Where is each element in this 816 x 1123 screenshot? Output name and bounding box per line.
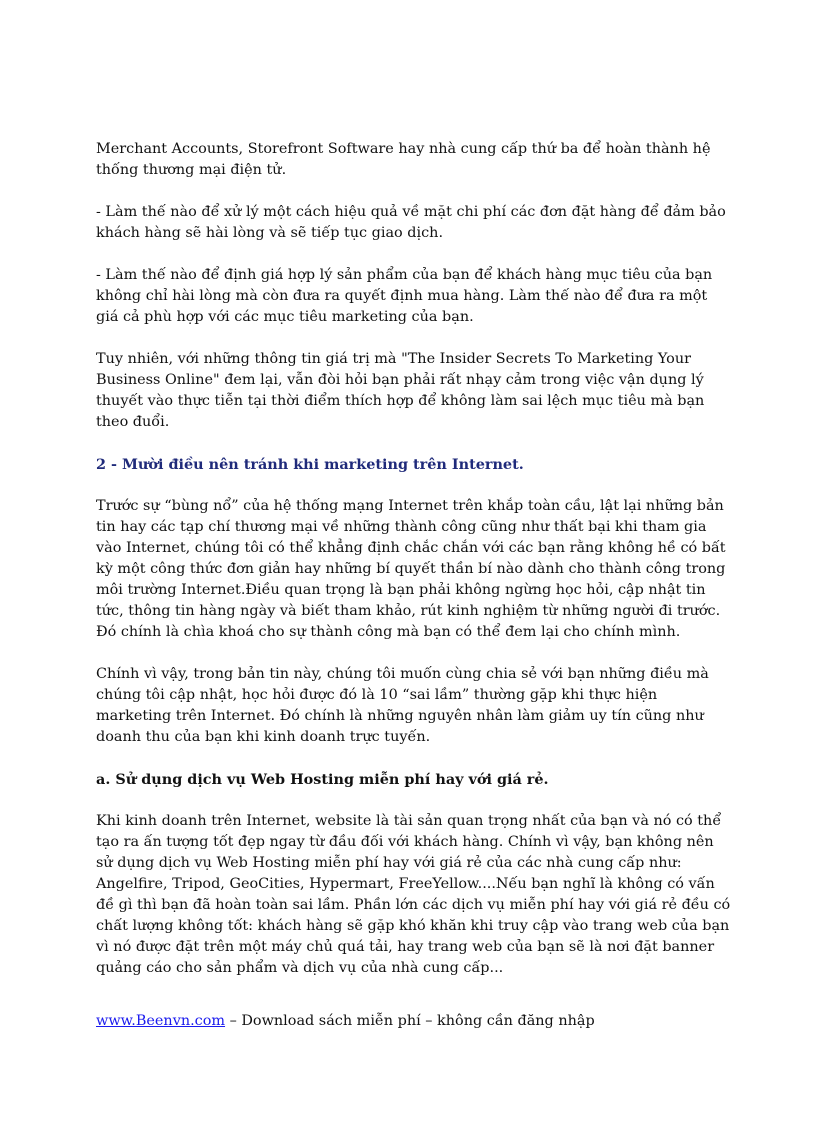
document-body: [96, 139, 732, 1000]
paragraph: Trước sự “bùng nổ” của hệ thống mạng Internet trên khắp toàn cầu, lật lại những bản tin hay các tạp chí thương mại về những thành công cũng như thất bại khi tham gia vào Internet, chúng tôi có thể khẳng định chắc chắn với các bạn rằng không hề có bất kỳ một công thức đơn giản hay những bí quyết thần bí nào dành cho thành công trong môi trường Internet.Điều quan trọng là bạn phải không ngừng học hỏi, cập nhật tin tức, thông tin hàng ngày và biết tham khảo, rút kinh nghiệm từ những người đi trước. Đó chính là chìa khoá cho sự thành công mà bạn có thể đem lại cho chính mình.: [96, 498, 726, 640]
paragraph: - Làm thế nào để xử lý một cách hiệu quả về mặt chi phí các đơn đặt hàng để đảm bảo khách hàng sẽ hài lòng và sẽ tiếp tục giao dịch.: [96, 204, 726, 241]
page-footer: [96, 1011, 732, 1032]
section-heading: 2 - Mười điều nên tránh khi marketing trên Internet.: [96, 456, 524, 473]
paragraph: Tuy nhiên, với những thông tin giá trị mà "The Insider Secrets To Marketing Your Business Online" đem lại, vẫn đòi hỏi bạn phải rất nhạy cảm trong việc vận dụng lý thuyết vào thực tiễn tại thời điểm thích hợp để không làm sai lệch mục tiêu mà bạn theo đuổi.: [96, 351, 705, 430]
paragraph: Khi kinh doanh trên Internet, website là tài sản quan trọng nhất của bạn và nó có thể tạo ra ấn tượng tốt đẹp ngay từ đầu đối với khách hàng. Chính vì vậy, bạn không nên sử dụng dịch vụ Web Hosting miễn phí hay với giá rẻ của các nhà cung cấp như: Angelfire, Tripod, GeoCities, Hypermart, FreeYellow....Nếu bạn nghĩ là không có vấn đề gì thì bạn đã hoàn toàn sai lầm. Phần lớn các dịch vụ miễn phí hay với giá rẻ đều có chất lượng không tốt: khách hàng sẽ gặp khó khăn khi truy cập vào trang web của bạn vì nó được đặt trên một máy chủ quá tải, hay trang web của bạn sẽ là nơi đặt banner quảng cáo cho sản phẩm và dịch vụ của nhà cung cấp...: [96, 813, 731, 976]
paragraph: Chính vì vậy, trong bản tin này, chúng tôi muốn cùng chia sẻ với bạn những điều mà chúng tôi cập nhật, học hỏi được đó là 10 “sai lầm” thường gặp khi thực hiện marketing trên Internet. Đó chính là những nguyên nhân làm giảm uy tín cũng như doanh thu của bạn khi kinh doanh trực tuyến.: [96, 666, 709, 745]
paragraph: - Làm thế nào để định giá hợp lý sản phẩm của bạn để khách hàng mục tiêu của bạn không chỉ hài lòng mà còn đưa ra quyết định mua hàng. Làm thế nào để đưa ra một giá cả phù hợp với các mục tiêu marketing của bạn.: [96, 267, 713, 325]
footer-tagline: – Download sách miễn phí – không cần đăng nhập: [225, 1013, 595, 1029]
subsection-heading: a. Sử dụng dịch vụ Web Hosting miễn phí hay với giá rẻ.: [96, 771, 549, 788]
paragraph: Merchant Accounts, Storefront Software hay nhà cung cấp thứ ba để hoàn thành hệ thống thương mại điện tử.: [96, 141, 711, 178]
footer-link[interactable]: www.Beenvn.com: [96, 1013, 226, 1029]
